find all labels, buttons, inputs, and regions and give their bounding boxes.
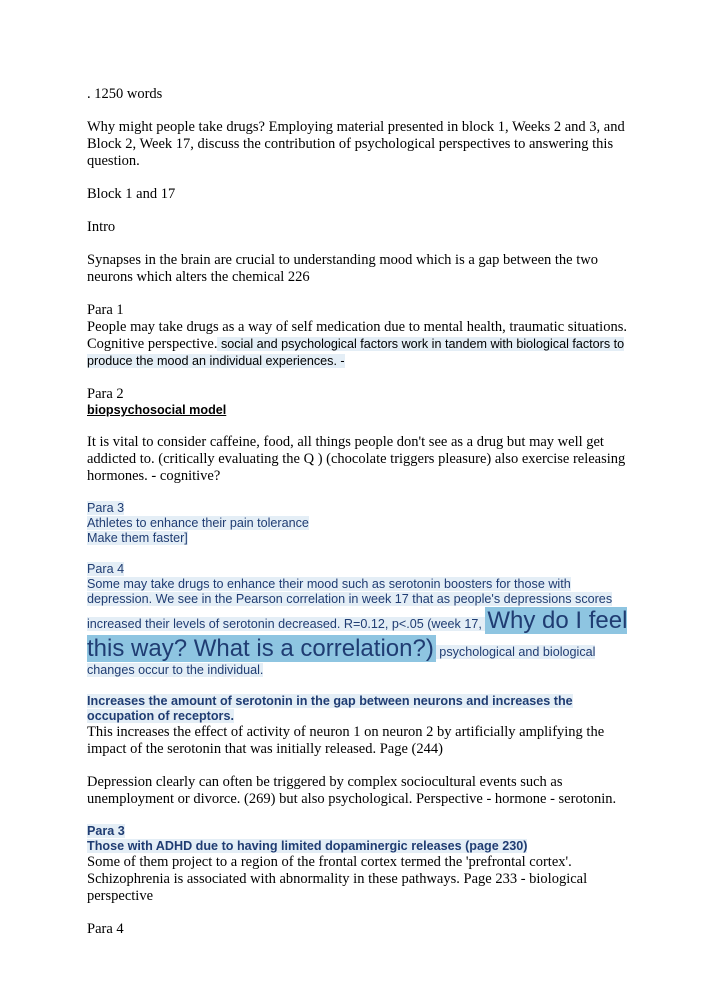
caffeine-text: It is vital to consider caffeine, food, all things people don't see as a drug but may well get addicted to. (critically evaluating the Q ) (chocolate triggers pleasure) also exercise releasing hormones. - cognitive?	[87, 434, 626, 484]
depression-text: Depression clearly can often be triggered by complex sociocultural events such as unemployment or divorce. (269) but also psychological. Perspective - hormone - serotonin.	[87, 774, 617, 807]
para3a-heading: Para 3	[87, 501, 125, 515]
word-count: . 1250 words	[87, 86, 163, 102]
para3a-line2: Make them faster]	[87, 531, 188, 545]
intro-text: Synapses in the brain are crucial to understanding mood which is a gap between the two neurons which alters the chemical 226	[87, 252, 598, 285]
para3b-heading: Para 3	[87, 824, 125, 838]
essay-question: Why might people take drugs? Employing material presented in block 1, Weeks 2 and 3, and Block 2, Week 17, discuss the contribution of psychological perspectives to answering this question.	[87, 119, 625, 169]
para3a-line1: Athletes to enhance their pain tolerance	[87, 516, 309, 530]
serotonin-text: This increases the effect of activity of neuron 1 on neuron 2 by artificially amplifying the impact of the serotonin that was initially released. Page (244)	[87, 724, 605, 757]
para4a-tail: psychological and biological changes occur to the individual.	[87, 645, 596, 677]
para4b-heading: Para 4	[87, 921, 124, 937]
blocks-line: Block 1 and 17	[87, 186, 176, 202]
serotonin-bold: Increases the amount of serotonin in the gap between neurons and increases the occupation of receptors.	[87, 694, 573, 723]
para1-heading: Para 1	[87, 302, 124, 318]
para4a-big-highlight: Why do I feel this way? What is a correlation?)	[87, 607, 628, 662]
para4a-body	[87, 577, 632, 678]
para1-text: People may take drugs as a way of self medication due to mental health, traumatic situations. Cognitive perspective.	[87, 319, 627, 352]
para1-body	[87, 319, 632, 370]
para4a-text: Some may take drugs to enhance their mood such as serotonin boosters for those with depression. We see in the Pearson correlation in week 17 that as people's depressions scores increased their levels of serotonin decreased. R=0.12, p<.05 (week 17,	[87, 577, 613, 631]
document-page	[87, 86, 632, 938]
intro-heading: Intro	[87, 219, 116, 235]
para1-highlight: social and psychological factors work in tandem with biological factors to produce the mood an individual experiences. -	[87, 337, 625, 368]
para3b-text: Some of them project to a region of the frontal cortex termed the 'prefrontal cortex'. Schizophrenia is associated with abnormality in these pathways. Page 233 - biological perspective	[87, 854, 588, 904]
para4a-heading: Para 4	[87, 562, 125, 576]
para2-subheading: biopsychosocial model	[87, 403, 227, 417]
para3b-bold: Those with ADHD due to having limited dopaminergic releases (page 230)	[87, 839, 528, 853]
para2-heading: Para 2	[87, 386, 124, 402]
